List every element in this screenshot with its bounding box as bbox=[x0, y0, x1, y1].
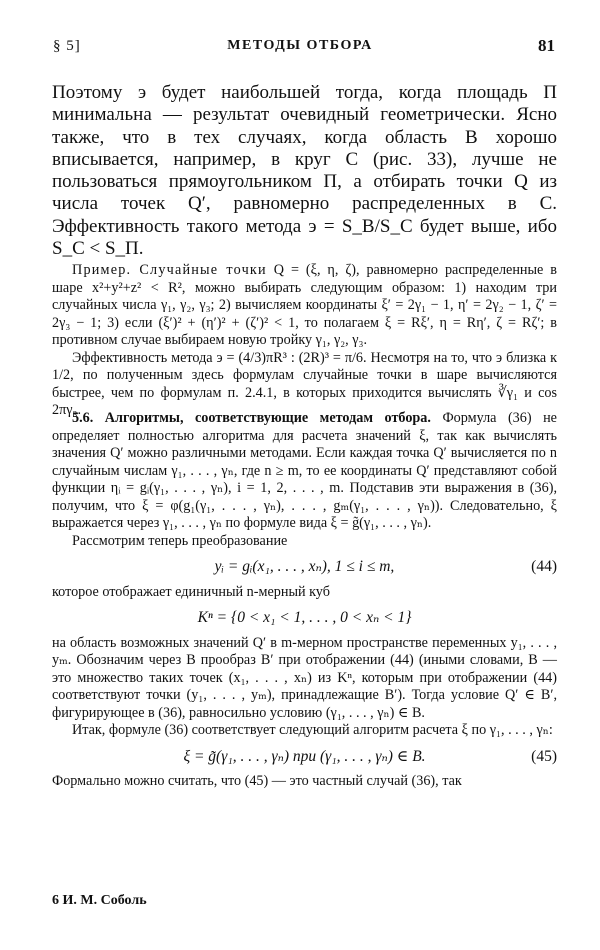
formula-45: ξ = g̃(γ₁, . . . , γₙ) при (γ₁, . . . , γₙ) ∈ B. (45) bbox=[183, 747, 557, 765]
section-marker: § 5] bbox=[53, 38, 81, 54]
example-lead: Пример. Случайные точки bbox=[72, 262, 267, 278]
example-block bbox=[52, 262, 557, 420]
section-text: Формула (36) не определяет полностью алгоритма для расчета значений ξ, так как вычислять значения Q′ можно различными методами. Если каждая точка Q′ вычисляется по n случайным числам γ₁, . . . , γₙ, где n ≥ m, то ее координаты Q′ представляют собой функции ηᵢ = gᵢ(γ₁, . . . , γₙ), i = 1, 2, . . . , m. Подставив эти выражения в (36), получим, что ξ = φ(g₁(γ₁, . . . , γₙ), . . . , gₘ(γ₁, . . . , γₙ)). Следовательно, ξ выражается через γ₁, . . . , γₙ по формуле вида ξ = g̃(γ₁, . . . , γₙ). bbox=[52, 410, 557, 531]
intro-paragraph: Поэтому э будет наибольшей тогда, когда площадь Π минимальна — результат очевидный геометрически. Ясно также, что в тех случаях, когда область B хорошо вписывается, например, в круг C (рис. 33), лучше не пользоваться прямоугольником Π, а отбирать точки Q из числа точек Q′, равномерно распределенных в C. Эффективность такого метода э = S_B/S_C будет выше, ибо S_C < S_Π. bbox=[52, 82, 557, 260]
preimage-paragraph: на область возможных значений Q′ в m-мерном пространстве переменных y₁, . . . , yₘ. Обозначим через B прообраз B′ при отображении (44) (иными словами, B — это множество таких точек (x₁, . . . , xₙ) из Kⁿ, которым при отображении (44) соответствуют точки (y₁, . . . , yₘ), принадлежащие B′). Тогда условие Q′ ∈ B′, фигурирующее в (36), равносильно условию (γ₁, . . . , γₙ) ∈ B. bbox=[52, 634, 557, 721]
efficiency-paragraph: Эффективность метода э = (4/3)πR³ : (2R)³ = π/6. Несмотря на то, что э близка к 1/2, по полученным здесь формулам случайные точки в шаре вычисляются быстрее, чем по формулам п. 2.4.1, в которых приходится вычислять ∛γ₁ и cos 2πγ₃. bbox=[52, 349, 557, 418]
section-heading: 5.6. Алгоритмы, соответствующие методам отбора. bbox=[72, 410, 431, 426]
transform-intro: Рассмотрим теперь преобразование bbox=[72, 532, 288, 549]
closing-paragraph: Формально можно считать, что (45) — это частный случай (36), так bbox=[52, 773, 462, 789]
running-header bbox=[45, 38, 555, 58]
equation-number-44: (44) bbox=[531, 558, 557, 575]
section-5-6 bbox=[52, 410, 557, 791]
algorithm-intro: Итак, формуле (36) соответствует следующий алгоритм расчета ξ по γ₁, . . . , γₙ: bbox=[72, 722, 553, 738]
equation-number-45: (45) bbox=[531, 747, 557, 765]
formula-cube: Kⁿ = {0 < x₁ < 1, . . . , 0 < xₙ < 1} bbox=[197, 609, 412, 626]
signature-footer: 6 И. М. Соболь bbox=[52, 893, 147, 908]
example-text: Q = (ξ, η, ζ), равномерно распределенные в шаре x²+y²+z² < R², можно выбирать следующим образом: 1) находим три случайных числа γ₁, γ₂, γ₃; 2) вычисляем координаты ξ′ = 2γ₁ − 1, η′ = 2γ₂ − 1, ζ′ = 2γ₃ − 1; 3) если (ξ′)² + (η′)² + (ζ′)² < 1, то полагаем ξ = Rξ′, η = Rη′, ζ = Rζ′; в противном случае выбираем новую тройку γ₁, γ₂, γ₃. bbox=[52, 262, 557, 348]
cube-intro: которое отображает единичный n-мерный куб bbox=[52, 583, 330, 600]
chapter-title: МЕТОДЫ ОТБОРА bbox=[227, 38, 373, 53]
page-number: 81 bbox=[538, 36, 555, 55]
formula-44: yᵢ = gᵢ(x₁, . . . , xₙ), 1 ≤ i ≤ m, (44) bbox=[214, 558, 557, 575]
